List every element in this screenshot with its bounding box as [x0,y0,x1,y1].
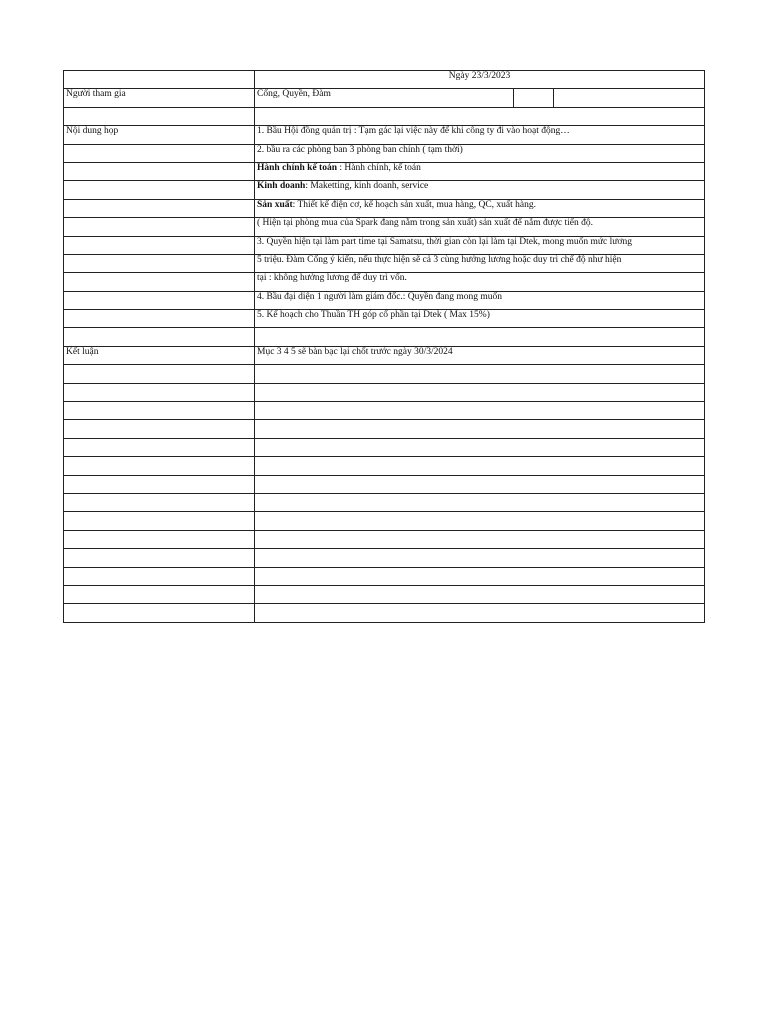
empty-cell [64,512,255,530]
empty-cell [64,71,255,89]
content-item-text: : Hành chính, kế toán [337,162,421,173]
empty-cell [64,254,255,272]
empty-cell [64,365,255,383]
empty-cell [255,328,705,346]
content-item-text: 1. Bầu Hội đồng quản trị : Tạm gác lại việc này để khi công ty đi vào hoạt động… [257,126,570,137]
empty-row [64,493,705,511]
content-item-text: 3. Quyền hiện tại làm part time tại Samatsu, thời gian còn lại làm tại Dtek, mong muốn mức lương [257,236,632,247]
content-item [255,144,705,162]
empty-cell [64,291,255,309]
empty-cell [64,604,255,622]
content-item-text: ( Hiện tại phòng mua của Spark đang nằm trong sản xuất) sản xuất để nắm được tiến độ. [257,218,593,229]
empty-cell [255,420,705,438]
content-item [255,162,705,180]
date-row [64,71,705,89]
empty-cell [255,365,705,383]
empty-row [64,365,705,383]
empty-row [64,530,705,548]
empty-cell [64,475,255,493]
content-item-text: : Maketting, kinh doanh, service [305,181,429,192]
empty-row [64,475,705,493]
content-item [255,181,705,199]
empty-cell [64,144,255,162]
empty-cell [255,567,705,585]
empty-cell [64,493,255,511]
content-item-heading: Kinh doanh [257,181,306,192]
empty-cell [64,273,255,291]
content-item-text: : Thiết kế điện cơ, kế hoạch sản xuất, mua hàng, QC, xuất hàng. [292,199,536,210]
participants-row [64,89,705,107]
spacer-row [64,107,705,125]
content-item-text: 5. Kế hoạch cho Thuần TH góp cổ phần tại Dtek ( Max 15%) [257,310,490,321]
spacer-row [64,328,705,346]
conclusion-text: Mục 3 4 5 sẽ bàn bạc lại chốt trước ngày 30/3/2024 [255,346,705,364]
empty-cell [64,585,255,603]
content-row [64,254,705,272]
meeting-minutes-table [63,70,705,623]
content-item [255,310,705,328]
empty-cell [554,89,705,107]
empty-cell [255,530,705,548]
empty-cell [255,457,705,475]
empty-cell [64,530,255,548]
content-item-text: 2. bầu ra các phòng ban 3 phòng ban chính ( tạm thời) [257,144,463,155]
empty-cell [255,475,705,493]
empty-cell [514,89,554,107]
empty-cell [255,107,705,125]
content-item [255,254,705,272]
content-row [64,218,705,236]
content-row [64,126,705,144]
empty-cell [64,236,255,254]
content-item [255,218,705,236]
content-row [64,181,705,199]
empty-cell [64,181,255,199]
content-item [255,199,705,217]
empty-row [64,457,705,475]
content-item [255,291,705,309]
empty-cell [255,604,705,622]
empty-row [64,402,705,420]
empty-row [64,512,705,530]
conclusion-label: Kết luận [64,346,255,364]
empty-cell [64,107,255,125]
content-item-text: 5 triệu. Đàm Cống ý kiến, nếu thực hiện sẽ cả 3 cùng hưởng lương hoặc duy trì chế độ như hiện [257,254,622,265]
empty-cell [255,493,705,511]
participants-names: Cống, Quyền, Đàm [255,89,514,107]
content-item-heading: Sản xuất [257,199,293,210]
empty-cell [64,328,255,346]
empty-cell [64,383,255,401]
empty-cell [255,383,705,401]
empty-row [64,438,705,456]
content-label: Nội dung họp [64,126,255,144]
empty-cell [255,585,705,603]
content-item-heading: Hành chính kế toán [257,162,337,173]
content-item-text: tại : không hưởng lương để duy trì vốn. [257,273,407,284]
empty-row [64,420,705,438]
content-item-text: 4. Bầu đại diện 1 người làm giám đốc.: Quyền đang mong muốn [257,291,502,302]
content-row [64,236,705,254]
empty-row [64,383,705,401]
meeting-date: Ngày 23/3/2023 [255,71,705,89]
empty-cell [64,438,255,456]
content-row [64,144,705,162]
content-row [64,310,705,328]
empty-cell [64,420,255,438]
content-row [64,273,705,291]
content-item [255,273,705,291]
empty-cell [64,218,255,236]
conclusion-row [64,346,705,364]
empty-cell [64,457,255,475]
empty-cell [64,310,255,328]
content-row [64,199,705,217]
content-item [255,236,705,254]
content-row [64,162,705,180]
empty-cell [64,549,255,567]
empty-cell [64,199,255,217]
participants-label: Người tham gia [64,89,255,107]
content-item [255,126,705,144]
empty-cell [255,512,705,530]
empty-cell [255,402,705,420]
empty-cell [64,402,255,420]
empty-row [64,585,705,603]
empty-cell [255,549,705,567]
content-row [64,291,705,309]
empty-cell [64,162,255,180]
empty-cell [64,567,255,585]
empty-cell [255,438,705,456]
empty-row [64,549,705,567]
empty-row [64,604,705,622]
empty-row [64,567,705,585]
